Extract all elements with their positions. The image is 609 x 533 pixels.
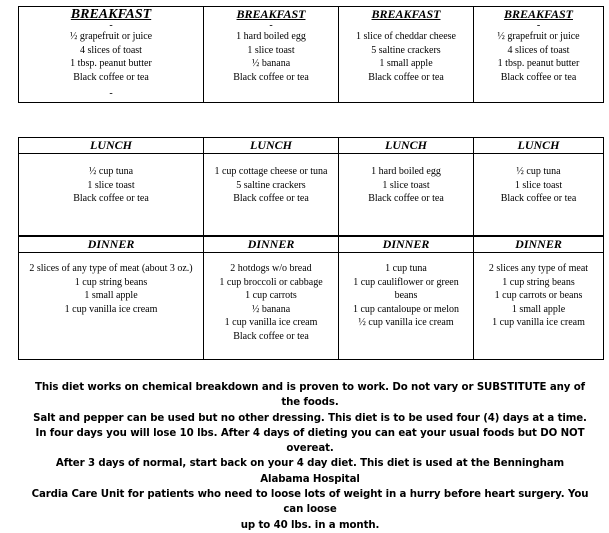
dinner-item: 1 small apple: [84, 290, 138, 301]
breakfast-item: Black coffee or tea: [368, 71, 444, 83]
breakfast-header-day-1: BREAKFAST: [19, 7, 204, 23]
diet-instructions-line: Cardia Care Unit for patients who need to loose lots of weight in a hurry before heart surgery. You can loose: [31, 489, 589, 516]
lunch-item: 1 slice toast: [87, 179, 135, 191]
dinner-item: Black coffee or tea: [233, 330, 309, 342]
dinner-item: 1 cup tuna: [385, 263, 427, 274]
diet-instructions-paragraph: [30, 380, 590, 533]
breakfast-item: Black coffee or tea: [233, 71, 309, 83]
breakfast-item: 1 slice toast: [247, 44, 295, 56]
lunch-item: ½ cup tuna: [88, 166, 134, 177]
dinner-item: 2 slices of any type of meat (about 3 oz.): [29, 263, 193, 274]
breakfast-item: Black coffee or tea: [73, 71, 149, 83]
breakfast-header-row: [19, 7, 604, 23]
dinner-cell-day-2: [204, 253, 339, 360]
dinner-item: 1 cup string beans: [74, 276, 148, 288]
dinner-item: 1 cup vanilla ice cream: [492, 317, 585, 328]
diet-instructions-line: In four days you will lose 10 lbs. After 4 days of dieting you can eat your usual foods but DO NOT overeat.: [35, 427, 585, 455]
dinner-table: [18, 236, 604, 360]
breakfast-item: 5 saltine crackers: [371, 44, 441, 56]
dinner-item: 1 cup vanilla ice cream: [224, 317, 318, 328]
diet-instructions-line: After 3 days of normal, start back on your 4 day diet. This diet is used at the Benningham Alabama Hospital: [55, 458, 565, 485]
dinner-cell-day-1: [19, 253, 204, 360]
breakfast-header-day-2: BREAKFAST: [204, 7, 339, 23]
lunch-header-day-1: LUNCH: [19, 138, 204, 154]
breakfast-header-day-4: BREAKFAST: [474, 7, 604, 23]
lunch-item: ½ cup tuna: [516, 166, 561, 177]
breakfast-item: 4 slices of toast: [507, 44, 570, 56]
breakfast-item: ½ banana: [251, 58, 291, 69]
dinner-item: 1 cup string beans: [502, 276, 575, 288]
dinner-header-day-4: DINNER: [474, 237, 604, 253]
dinner-header-day-2: DINNER: [204, 237, 339, 253]
dinner-items-row: [19, 253, 604, 360]
breakfast-items-row: [19, 22, 604, 103]
breakfast-item: 4 slices of toast: [80, 44, 142, 56]
lunch-cell-day-4: [474, 154, 604, 236]
breakfast-dash-top-4: -: [536, 20, 541, 31]
lunch-item: 1 slice toast: [382, 179, 430, 191]
dinner-item: 1 cup carrots: [245, 290, 297, 301]
lunch-item: 5 saltine crackers: [236, 179, 306, 191]
breakfast-header-day-3: BREAKFAST: [339, 7, 474, 23]
dinner-item: ½ cup vanilla ice cream: [358, 317, 454, 328]
dinner-cell-day-4: [474, 253, 604, 360]
lunch-cell-day-2: [204, 154, 339, 236]
breakfast-item: 1 small apple: [379, 58, 433, 69]
breakfast-item: Black coffee or tea: [500, 71, 577, 83]
breakfast-dash-top-1: -: [109, 20, 113, 31]
breakfast-cell-day-1: [19, 22, 204, 103]
dinner-item: 1 small apple: [511, 303, 566, 315]
breakfast-item: 1 tbsp. peanut butter: [70, 58, 152, 69]
breakfast-cell-day-2: [204, 22, 339, 103]
lunch-header-day-2: LUNCH: [204, 138, 339, 154]
breakfast-cell-day-4: [474, 22, 604, 103]
lunch-cell-day-3: [339, 154, 474, 236]
lunch-item: 1 slice toast: [514, 179, 563, 191]
diet-instructions-line: Salt and pepper can be used but no other dressing. This diet is to be used four (4) days at a time.: [33, 412, 587, 424]
dinner-item: 1 cup cauliflower or green beans: [353, 276, 459, 301]
dinner-item: ½ banana: [251, 303, 291, 315]
lunch-item: 1 cup cottage cheese or tuna: [214, 166, 328, 177]
breakfast-item: ½ grapefruit or juice: [69, 31, 153, 42]
breakfast-cell-day-3: [339, 22, 474, 103]
breakfast-item: 1 slice of cheddar cheese: [356, 31, 456, 42]
lunch-header-day-4: LUNCH: [474, 138, 604, 154]
diet-instructions-line: This diet works on chemical breakdown and is proven to work. Do not vary or SUBSTITUTE any of the foods.: [35, 382, 585, 409]
dinner-item: 2 slices any type of meat: [488, 263, 589, 274]
dinner-item: 1 cup vanilla ice cream: [64, 303, 158, 315]
breakfast-item: 1 tbsp. peanut butter: [497, 58, 580, 69]
lunch-item: Black coffee or tea: [368, 193, 444, 204]
lunch-item: Black coffee or tea: [73, 193, 149, 204]
dinner-header-row: [19, 237, 604, 253]
breakfast-table: [18, 6, 604, 103]
dinner-header-day-3: DINNER: [339, 237, 474, 253]
lunch-item: Black coffee or tea: [500, 193, 577, 204]
dinner-item: 1 cup broccoli or cabbage: [219, 276, 323, 288]
breakfast-item: 1 hard boiled egg: [236, 31, 306, 42]
lunch-header-day-3: LUNCH: [339, 138, 474, 154]
lunch-item: 1 hard boiled egg: [371, 166, 441, 177]
dinner-item: 1 cup carrots or beans: [494, 290, 583, 301]
breakfast-dash-top-2: -: [269, 20, 273, 31]
lunch-table: [18, 137, 604, 236]
diet-instructions-line: up to 40 lbs. in a month.: [240, 519, 380, 531]
lunch-header-row: [19, 138, 604, 154]
dinner-cell-day-3: [339, 253, 474, 360]
lunch-item: Black coffee or tea: [233, 193, 309, 204]
dinner-item: 1 cup cantaloupe or melon: [352, 303, 460, 315]
breakfast-dash-bottom: -: [109, 88, 113, 99]
lunch-items-row: [19, 154, 604, 236]
breakfast-item: ½ grapefruit or juice: [497, 31, 580, 42]
dinner-item: 2 hotdogs w/o bread: [230, 263, 312, 274]
dinner-header-day-1: DINNER: [19, 237, 204, 253]
lunch-cell-day-1: [19, 154, 204, 236]
